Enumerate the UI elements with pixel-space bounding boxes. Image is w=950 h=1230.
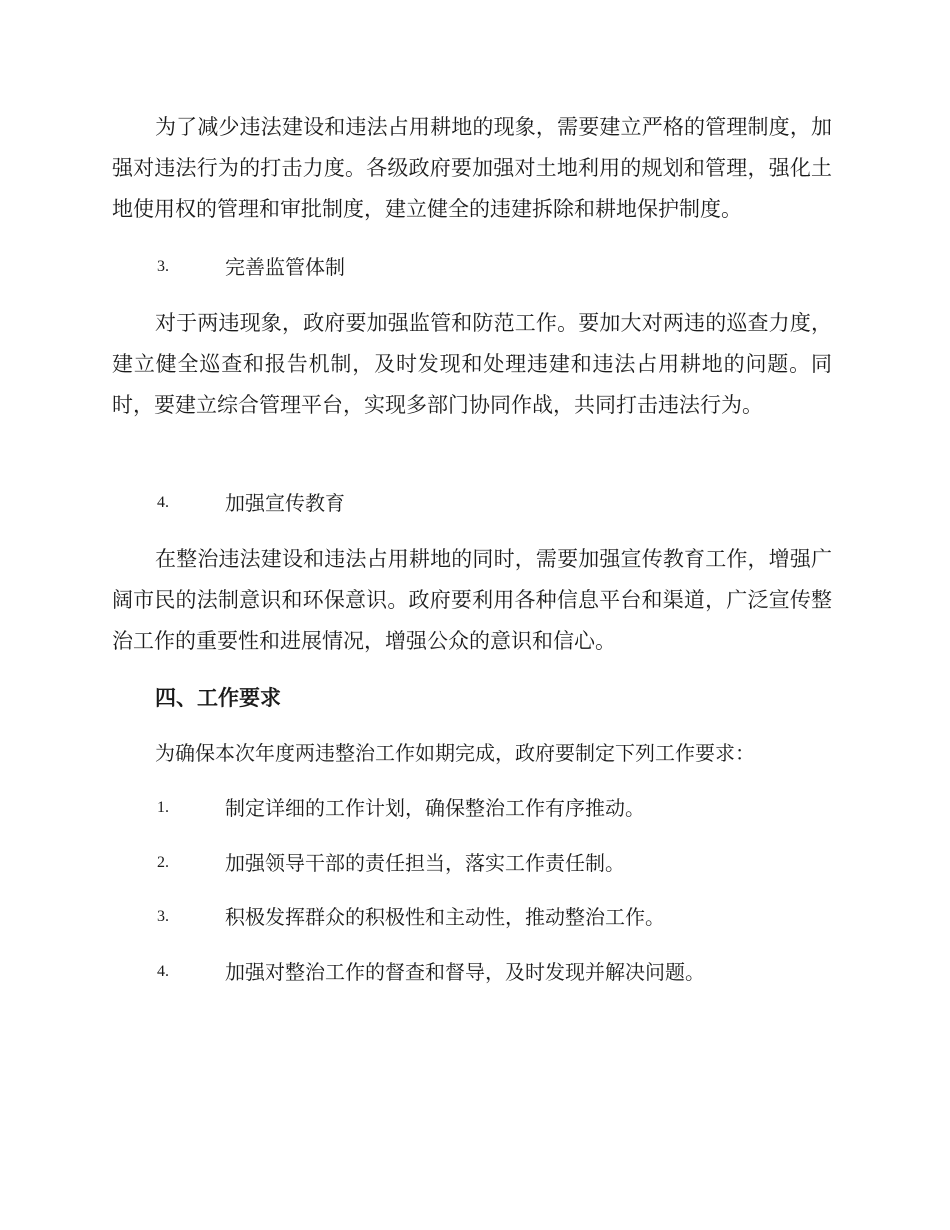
paragraph-supervision: 对于两违现象，政府要加强监管和防范工作。要加大对两违的巡查力度，建立健全巡查和报告机制，及时发现和处理违建和违法占用耕地的问题。同时，要建立综合管理平台，实现多部门协同作战，共同打击违法行为。	[112, 311, 832, 417]
list-item-title: 完善监管体制	[225, 255, 345, 279]
list-item-title: 加强宣传教育	[225, 491, 345, 515]
requirement-item	[112, 848, 832, 878]
requirement-text: 加强对整治工作的督查和督导，及时发现并解决问题。	[225, 960, 705, 984]
list-item-supervision	[112, 252, 832, 282]
requirement-text: 积极发挥群众的积极性和主动性，推动整治工作。	[225, 905, 665, 929]
list-number: 4.	[157, 494, 169, 511]
requirement-item	[112, 902, 832, 932]
paragraph-publicity: 在整治违法建设和违法占用耕地的同时，需要加强宣传教育工作，增强广阔市民的法制意识和环保意识。政府要利用各种信息平台和渠道，广泛宣传整治工作的重要性和进展情况，增强公众的意识和信心。	[112, 547, 832, 653]
list-item-publicity	[112, 488, 832, 518]
section-intro: 为确保本次年度两违整治工作如期完成，政府要制定下列工作要求：	[155, 741, 755, 765]
list-number: 2.	[157, 854, 169, 871]
section-heading: 四、工作要求	[155, 685, 281, 710]
list-number: 1.	[157, 799, 169, 816]
requirement-item	[112, 793, 832, 823]
paragraph-management-system: 为了减少违法建设和违法占用耕地的现象，需要建立严格的管理制度，加强对违法行为的打击力度。各级政府要加强对土地利用的规划和管理，强化土地使用权的管理和审批制度，建立健全的违建拆除和耕地保护制度。	[112, 115, 832, 221]
requirement-item	[112, 957, 832, 987]
list-number: 4.	[157, 963, 169, 980]
requirement-text: 加强领导干部的责任担当，落实工作责任制。	[225, 851, 625, 875]
requirement-text: 制定详细的工作计划，确保整治工作有序推动。	[225, 796, 645, 820]
list-number: 3.	[157, 908, 169, 925]
list-number: 3.	[157, 258, 169, 275]
